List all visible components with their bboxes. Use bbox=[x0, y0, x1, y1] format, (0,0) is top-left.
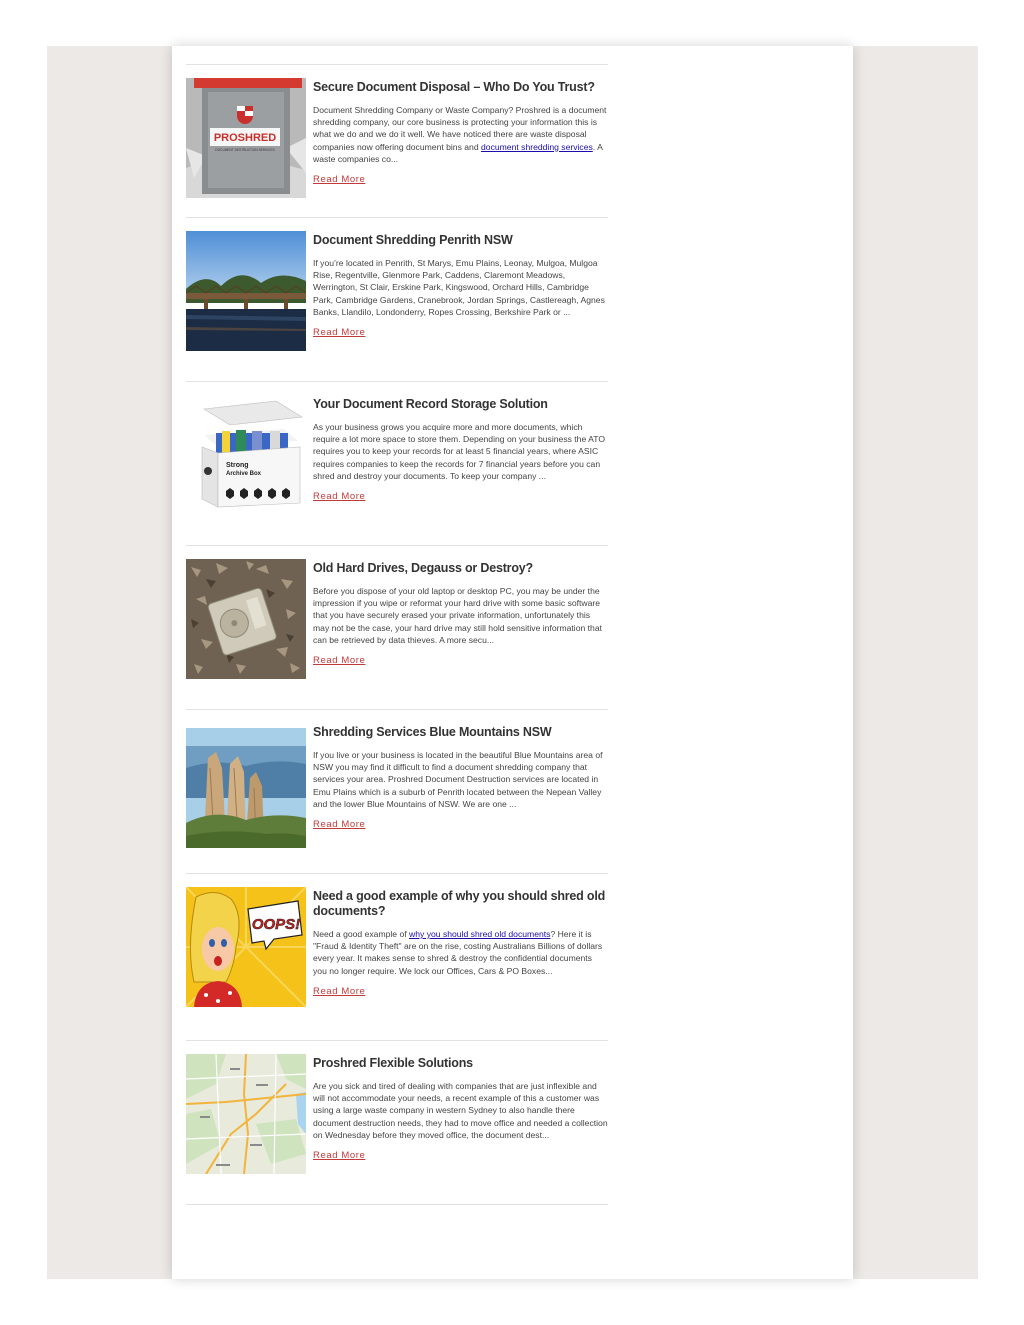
post-title[interactable]: Shredding Services Blue Mountains NSW bbox=[313, 725, 552, 739]
hard-drive-image[interactable] bbox=[186, 559, 306, 679]
post-excerpt: Are you sick and tired of dealing with companies that are just inflexible and will not accommodate your needs, a recent example of this a customer was using a large waste company in western Sydney to also handle there document destruction needs, they had to move office and needed a collection on Wednesday before they moved office, the document dest... bbox=[313, 1081, 608, 1140]
post-item bbox=[186, 382, 608, 546]
penrith-image[interactable] bbox=[186, 231, 306, 351]
read-more-link[interactable]: Read More bbox=[313, 819, 366, 831]
oops-image[interactable] bbox=[186, 887, 306, 1007]
svg-text:Strong: Strong bbox=[226, 462, 249, 469]
read-more-link[interactable]: Read More bbox=[313, 327, 366, 339]
post-title[interactable]: Your Document Record Storage Solution bbox=[313, 397, 548, 411]
read-more-link[interactable]: Read More bbox=[313, 655, 366, 667]
post-excerpt: Before you dispose of your old laptop or desktop PC, you may be under the impression if you wipe or reformat your hard drive with some basic software that you have securely erased your private information, unfortunately this may not be the case, your hard drive may still hold sensitive information that can be retrieved by data thieves. A more secu... bbox=[313, 586, 602, 645]
post-excerpt: As your business grows you acquire more and more documents, which require a lot more space to store them. Depending on your business the ATO requires you to keep your records for at least 5 financial years, where ASIC requires companies to keep the records for 7 financial years before you can shred and destroy your documents. To keep your company ... bbox=[313, 422, 606, 481]
post-title[interactable]: Secure Document Disposal – Who Do You Trust? bbox=[313, 80, 595, 94]
svg-text:PROSHRED: PROSHRED bbox=[213, 132, 277, 144]
post-item bbox=[186, 546, 608, 710]
read-more-link[interactable]: Read More bbox=[313, 985, 366, 997]
shred-bin-image[interactable] bbox=[186, 78, 306, 198]
read-more-link[interactable]: Read More bbox=[313, 1150, 366, 1162]
svg-text:Archive Box: Archive Box bbox=[226, 471, 262, 477]
post-item bbox=[186, 1041, 608, 1205]
post-title[interactable]: Proshred Flexible Solutions bbox=[313, 1056, 473, 1070]
map-image[interactable] bbox=[186, 1054, 306, 1174]
post-excerpt: Need a good example of why you should shred old documents? Here it is "Fraud & Identity Theft" are on the rise, costing Australians Billions of dollars every year. It makes sense to shred & destroy the confidential documents you no longer require. We lock our Offices, Cars & PO Boxes... bbox=[313, 929, 603, 976]
content-column bbox=[172, 46, 853, 1279]
post-title[interactable]: Old Hard Drives, Degauss or Destroy? bbox=[313, 561, 533, 575]
post-excerpt: If you’re located in Penrith, St Marys, Emu Plains, Leonay, Mulgoa, Mulgoa Rise, Regentville, Glenmore Park, Caddens, Claremont Meadows, Werrington, St Clair, Erskine Park, Kingswood, Orchard Hills, Cambridge Park, Cambridge Gardens, Cranebrook, Jordan Springs, Castlereagh, Agnes Banks, Llandilo, Londonderry, Ropes Crossing, Berkshire Park or ... bbox=[313, 258, 605, 317]
mountains-photo bbox=[186, 728, 306, 848]
oops-cartoon bbox=[186, 887, 306, 1007]
post-title[interactable]: Need a good example of why you should shred old documents? bbox=[313, 889, 606, 918]
post-list bbox=[186, 64, 608, 1205]
post-item bbox=[186, 65, 608, 218]
archive-box-image[interactable] bbox=[186, 395, 306, 515]
read-more-link[interactable]: Read More bbox=[313, 174, 366, 186]
shred-bin-icon bbox=[186, 78, 306, 198]
post-item bbox=[186, 874, 608, 1041]
bridge-photo bbox=[186, 231, 306, 351]
blue-mountains-image[interactable] bbox=[186, 728, 306, 848]
post-excerpt: If you live or your business is located in the beautiful Blue Mountains area of NSW you may find it difficult to find a document shredding company that services your area. Proshred Document Destruction services are located in Emu Plains which is a suburb of Penrith located between the Nepean Valley and the lower Blue Mountains of NSW. We are one ... bbox=[313, 750, 603, 809]
post-excerpt: Document Shredding Company or Waste Company? Proshred is a document shredding company, our core business is protecting your information this is what we do and we do it well. We have noticed there are waste disposal companies now offering document bins and document shredding services. A waste companies co... bbox=[313, 105, 607, 164]
hard-drive-photo bbox=[186, 559, 306, 679]
inline-link[interactable]: document shredding services bbox=[481, 141, 593, 152]
post-title[interactable]: Document Shredding Penrith NSW bbox=[313, 233, 513, 247]
post-item bbox=[186, 218, 608, 382]
svg-text:OOPS!: OOPS! bbox=[251, 916, 301, 933]
post-item bbox=[186, 710, 608, 874]
archive-box-icon bbox=[186, 395, 306, 515]
inline-link[interactable]: why you should shred old documents bbox=[409, 929, 551, 939]
map-icon bbox=[186, 1054, 306, 1174]
svg-text:DOCUMENT DESTRUCTION SERVICES: DOCUMENT DESTRUCTION SERVICES bbox=[215, 148, 275, 152]
read-more-link[interactable]: Read More bbox=[313, 491, 366, 503]
